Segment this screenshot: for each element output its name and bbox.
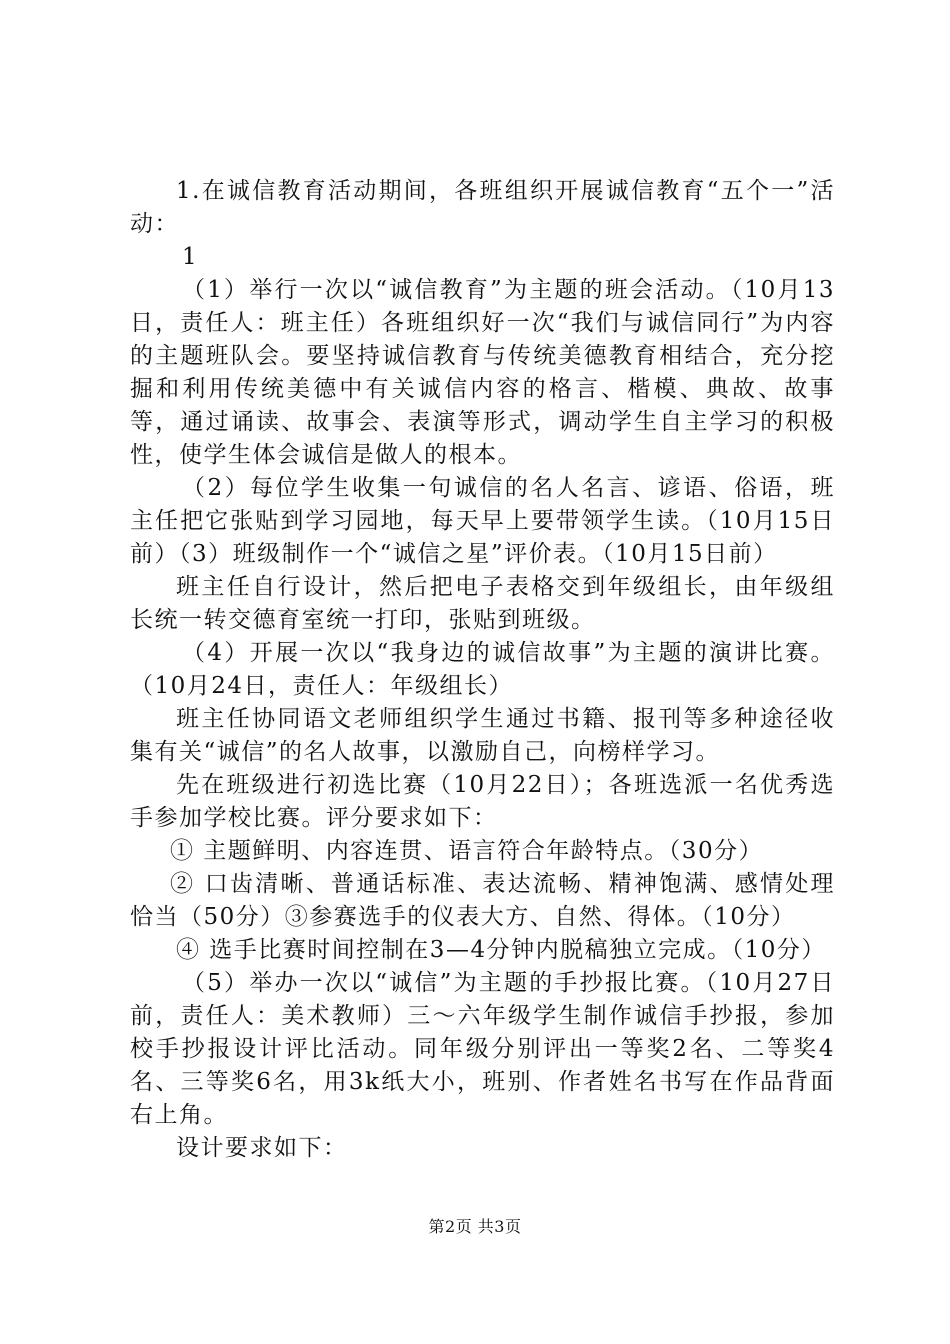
scoring-criterion-1: ① 主题鲜明、内容连贯、语言符合年龄特点。（30分） [170,838,764,864]
paragraph-number: 1 [182,244,199,270]
paragraph-item-4-selection: 先在班级进行初选比赛（10月22日）；各班选派一名优秀选手参加学校比赛。评分要求如下： [130,772,835,831]
paragraph-item-1: （1）举行一次以“诚信教育”为主题的班会活动。（10月13日，责任人：班主任）各班组织好一次“我们与诚信同行”为内容的主题班队会。要坚持诚信教育与传统美德教育相结合，充分挖掘和利用传统美德中有关诚信内容的格言、楷模、典故、故事等，通过诵读、故事会、表演等形式，调动学生自主学习的积极性，使学生体会诚信是做人的根本。 [130,277,835,468]
document-body [130,175,835,1165]
paragraph-intro: 1.在诚信教育活动期间，各班组织开展诚信教育“五个一”活动： [130,178,835,237]
paragraph-item-5: （5）举办一次以“诚信”为主题的手抄报比赛。（10月27日前，责任人：美术教师）三～六年级学生制作诚信手抄报，参加校手抄报设计评比活动。同年级分别评出一等奖2名、二等奖4名、三等奖6名，用3k纸大小，班别、作者姓名书写在作品背面右上角。 [130,970,835,1128]
scoring-criterion-2-3: ② 口齿清晰、普通话标准、表达流畅、精神饱满、感情处理恰当（50分）③参赛选手的仪表大方、自然、得体。（10分） [130,871,835,930]
scoring-criterion-4: ④ 选手比赛时间控制在3—4分钟内脱稿独立完成。（10分） [176,937,826,963]
page-footer: 第2页 共3页 [428,1217,522,1236]
paragraph-design-requirements: 设计要求如下： [176,1135,348,1161]
paragraph-item-4-detail: 班主任协同语文老师组织学生通过书籍、报刊等多种途径收集有关“诚信”的名人故事，以激励自己，向榜样学习。 [130,706,835,765]
paragraph-item-3-detail: 班主任自行设计，然后把电子表格交到年级组长，由年级组长统一转交德育室统一打印，张贴到班级。 [130,574,835,633]
paragraph-item-4: （4）开展一次以“我身边的诚信故事”为主题的演讲比赛。（10月24日，责任人：年级组长） [130,640,835,699]
paragraph-item-2-3: （2）每位学生收集一句诚信的名人名言、谚语、俗语，班主任把它张贴到学习园地，每天早上要带领学生读。（10月15日前）（3）班级制作一个“诚信之星”评价表。（10月15日前） [130,475,835,567]
